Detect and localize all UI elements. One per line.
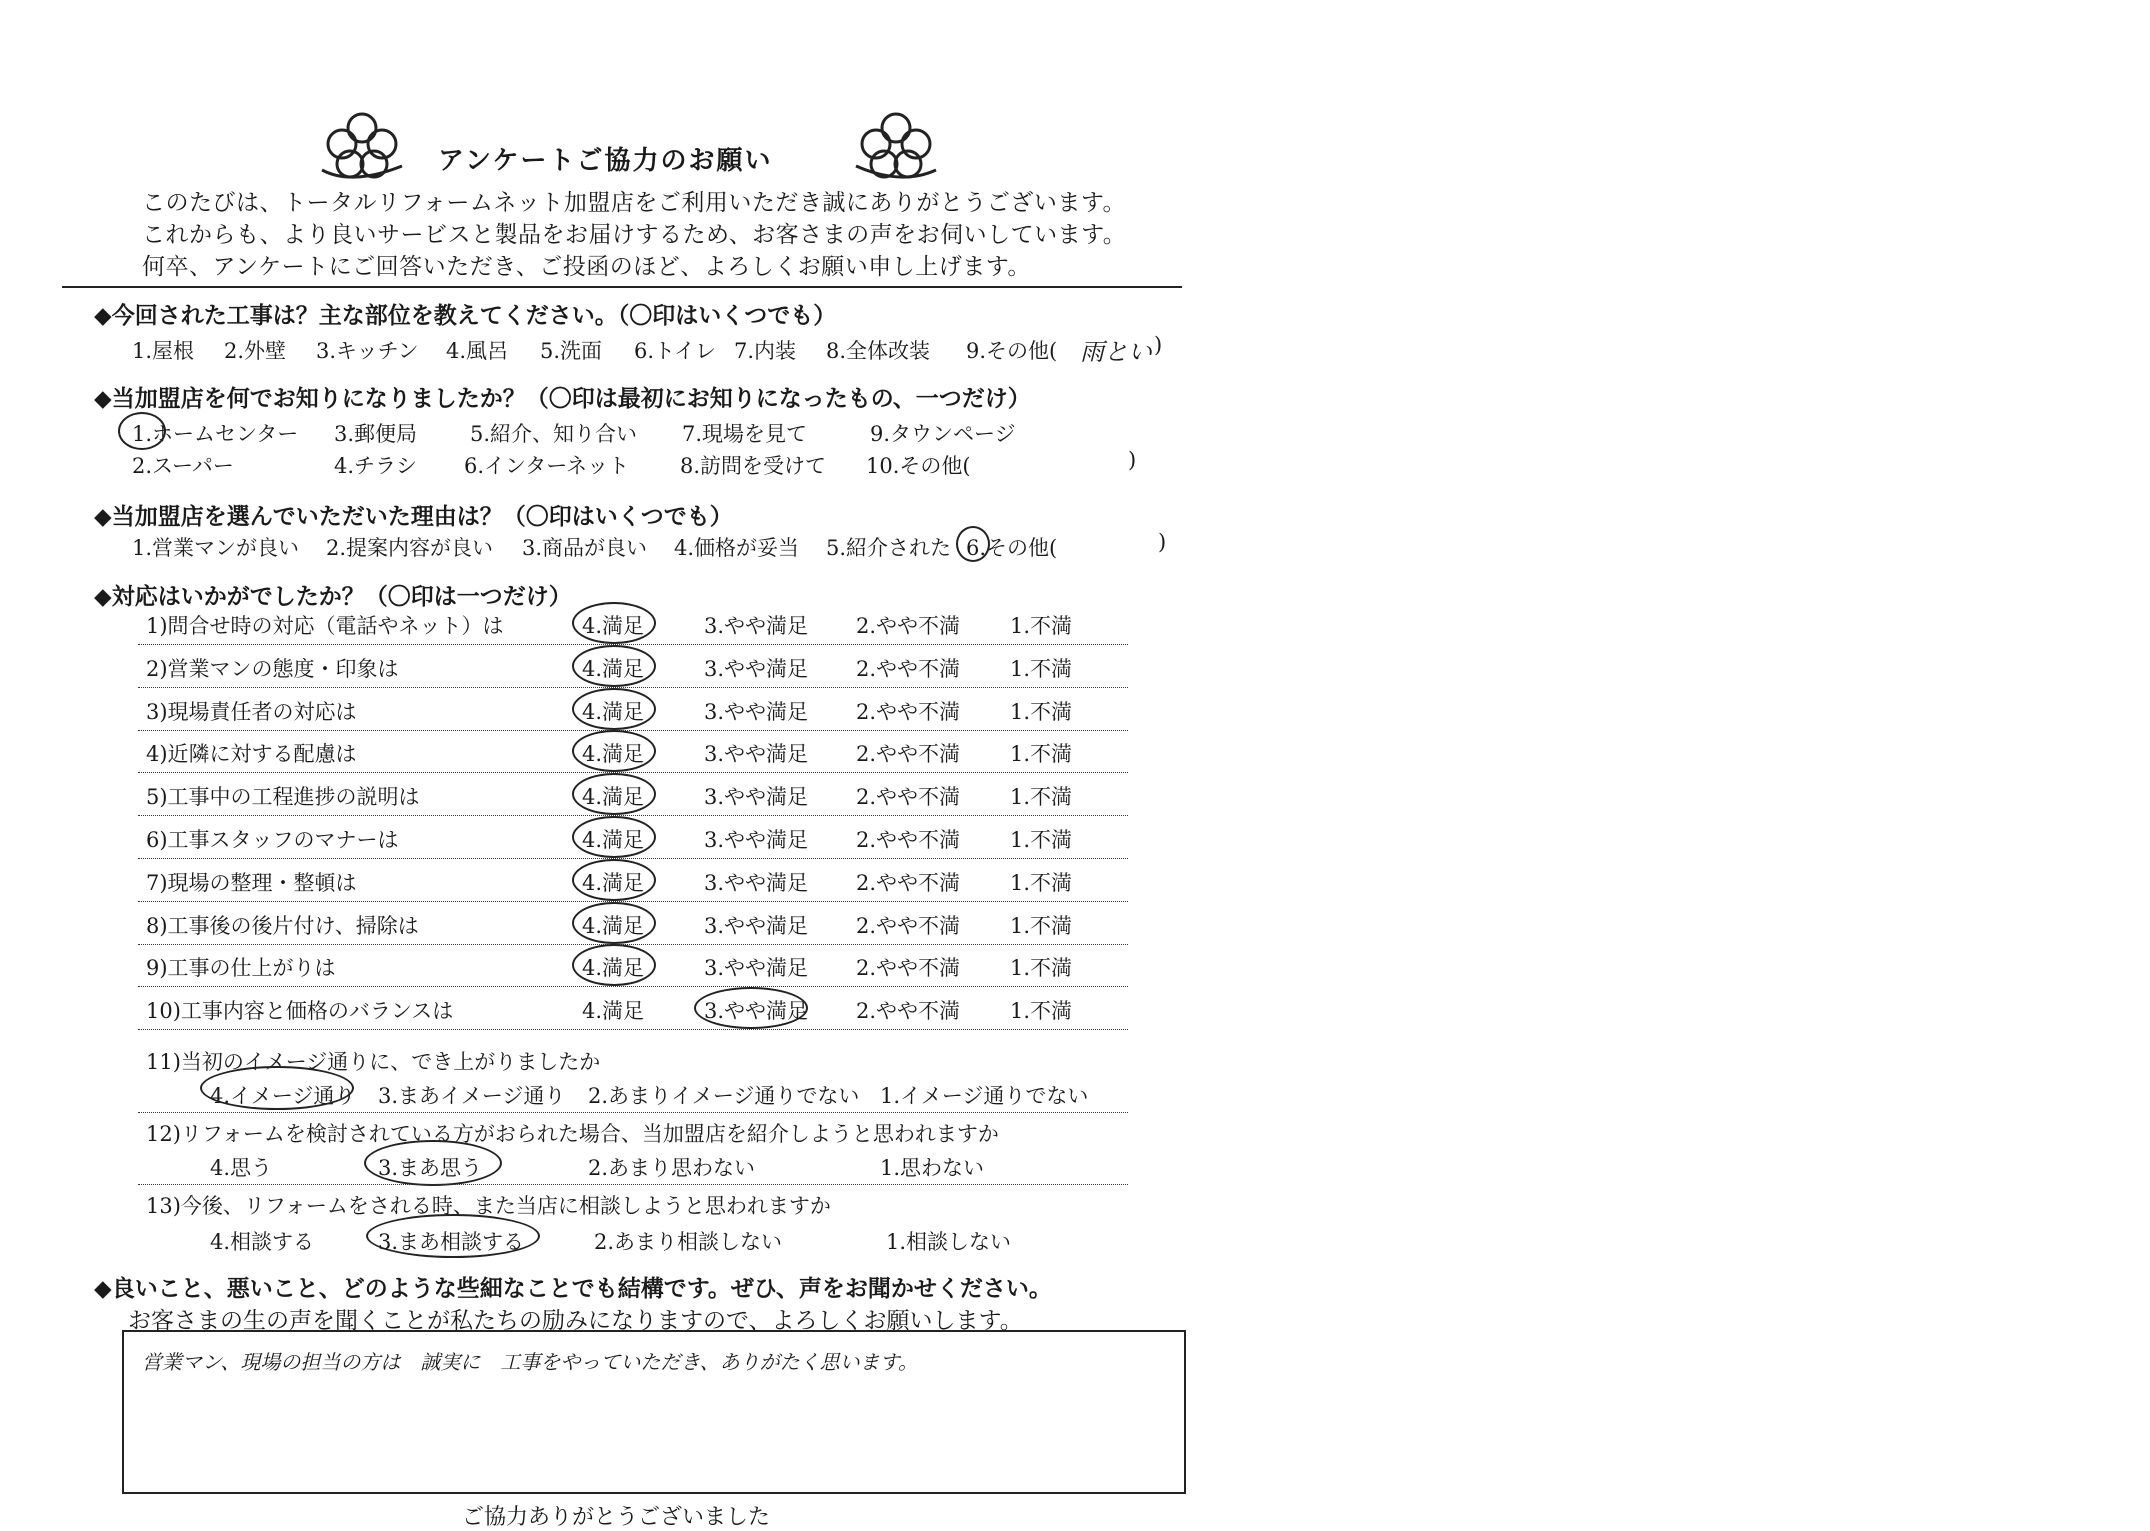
- flower-right-icon: [846, 104, 946, 186]
- rating-option-1[interactable]: 1.不満: [1010, 614, 1073, 638]
- q2-heading: ◆当加盟店を何でお知りになりましたか？（〇印は最初にお知りになったもの、一つだけ）: [94, 386, 1031, 412]
- rating-row-label: 10)工事内容と価格のバランスは: [146, 999, 454, 1023]
- rating-option-3[interactable]: 3.やや満足: [704, 828, 809, 852]
- q3-option-product[interactable]: 3.商品が良い: [522, 536, 648, 560]
- rating-option-1[interactable]: 1.不満: [1010, 914, 1073, 938]
- rating-option-3[interactable]: 3.やや満足: [704, 657, 809, 681]
- rating-option-3[interactable]: 3.やや満足: [704, 956, 809, 980]
- q11-selected-circle: [200, 1066, 354, 1110]
- comment-text: 営業マン、現場の担当の方は 誠実に 工事をやっていただき、ありがたく思います。: [142, 1350, 918, 1374]
- rating-option-1[interactable]: 1.不満: [1010, 742, 1073, 766]
- rating-row-divider: [138, 772, 1128, 773]
- rating-selected-circle: [572, 688, 656, 730]
- rating-row-divider: [138, 901, 1128, 902]
- q12-option-1[interactable]: 1.思わない: [880, 1156, 985, 1180]
- rating-option-3[interactable]: 3.やや満足: [704, 785, 809, 809]
- q2-option-other[interactable]: 10.その他(: [866, 454, 971, 478]
- rating-selected-circle: [572, 773, 656, 815]
- rating-selected-circle: [572, 944, 656, 986]
- q2-other-close: ): [1128, 448, 1137, 472]
- q1-other-close: ): [1154, 333, 1163, 357]
- q1-option-roof[interactable]: 1.屋根: [132, 339, 195, 363]
- rating-option-2[interactable]: 2.やや不満: [856, 828, 961, 852]
- rating-option-4[interactable]: 4.満足: [582, 871, 645, 895]
- rating-row-divider: [138, 815, 1128, 816]
- rating-option-1[interactable]: 1.不満: [1010, 999, 1073, 1023]
- rating-option-1[interactable]: 1.不満: [1010, 828, 1073, 852]
- rating-row-label: 5)工事中の工程進捗の説明は: [146, 785, 420, 809]
- rating-option-2[interactable]: 2.やや不満: [856, 657, 961, 681]
- q2-option-saw-site[interactable]: 7.現場を見て: [682, 422, 808, 446]
- rating-option-2[interactable]: 2.やや不満: [856, 785, 961, 809]
- q1-option-interior[interactable]: 7.内装: [734, 339, 797, 363]
- q3-heading: ◆当加盟店を選んでいただいた理由は？（〇印はいくつでも）: [94, 504, 733, 530]
- rating-option-1[interactable]: 1.不満: [1010, 956, 1073, 980]
- header-divider: [62, 286, 1182, 288]
- rating-row-divider: [138, 1029, 1128, 1030]
- q2-option-visit[interactable]: 8.訪問を受けて: [680, 454, 827, 478]
- rating-row-label: 6)工事スタッフのマナーは: [146, 828, 399, 852]
- q1-option-toilet[interactable]: 6.トイレ: [634, 339, 716, 363]
- q1-option-bath[interactable]: 4.風呂: [446, 339, 509, 363]
- rating-option-2[interactable]: 2.やや不満: [856, 742, 961, 766]
- q3-option-other[interactable]: 6.その他(: [966, 536, 1058, 560]
- q11-option-4[interactable]: 4.イメージ通り: [210, 1084, 356, 1108]
- rating-option-4[interactable]: 4.満足: [582, 700, 645, 724]
- q13-option-4[interactable]: 4.相談する: [210, 1230, 315, 1254]
- rating-option-1[interactable]: 1.不満: [1010, 657, 1073, 681]
- rating-row-label: 4)近隣に対する配慮は: [146, 742, 357, 766]
- q2-option-internet[interactable]: 6.インターネット: [464, 454, 630, 478]
- q1-option-other[interactable]: 9.その他(: [966, 339, 1058, 363]
- q1-heading: ◆今回された工事は？主な部位を教えてください。（〇印はいくつでも）: [94, 303, 837, 329]
- q1-other-handwritten[interactable]: 雨とい: [1080, 338, 1152, 366]
- rating-option-2[interactable]: 2.やや不満: [856, 956, 961, 980]
- q13-selected-circle: [366, 1214, 540, 1258]
- rating-option-2[interactable]: 2.やや不満: [856, 614, 961, 638]
- q4-heading: ◆対応はいかがでしたか？（〇印は一つだけ）: [94, 584, 572, 610]
- intro-line-3: 何卒、アンケートにご回答いただき、ご投函のほど、よろしくお願い申し上げます。: [142, 254, 1031, 280]
- rating-option-3[interactable]: 3.やや満足: [704, 914, 809, 938]
- rating-option-4[interactable]: 4.満足: [582, 828, 645, 852]
- rating-row-label: 2)営業マンの態度・印象は: [146, 657, 399, 681]
- rating-row-divider: [138, 644, 1128, 645]
- rating-option-4[interactable]: 4.満足: [582, 956, 645, 980]
- rating-option-1[interactable]: 1.不満: [1010, 700, 1073, 724]
- intro-line-1: このたびは、トータルリフォームネット加盟店をご利用いただき誠にありがとうございます。: [142, 190, 1127, 216]
- q11-option-2[interactable]: 2.あまりイメージ通りでない: [588, 1084, 860, 1108]
- q11-option-3[interactable]: 3.まあイメージ通り: [378, 1084, 566, 1108]
- rating-selected-circle: [572, 859, 656, 901]
- rating-selected-circle: [572, 730, 656, 772]
- rating-option-2[interactable]: 2.やや不満: [856, 700, 961, 724]
- rating-option-3[interactable]: 3.やや満足: [704, 614, 809, 638]
- q5-heading: ◆良いこと、悪いこと、どのような些細なことでも結構です。ぜひ、声をお聞かせください。: [94, 1276, 1052, 1302]
- rating-row-label: 9)工事の仕上がりは: [146, 956, 336, 980]
- rating-option-4[interactable]: 4.満足: [582, 614, 645, 638]
- rating-option-2[interactable]: 2.やや不満: [856, 999, 961, 1023]
- q13-option-2[interactable]: 2.あまり相談しない: [594, 1230, 783, 1254]
- q3-option-proposal[interactable]: 2.提案内容が良い: [326, 536, 494, 560]
- rating-row-divider: [138, 730, 1128, 731]
- q1-option-washroom[interactable]: 5.洗面: [540, 339, 603, 363]
- rating-row-divider: [138, 858, 1128, 859]
- rating-selected-circle: [572, 902, 656, 944]
- rating-option-4[interactable]: 4.満足: [582, 742, 645, 766]
- q3-option-price[interactable]: 4.価格が妥当: [674, 536, 800, 560]
- q13-option-1[interactable]: 1.相談しない: [886, 1230, 1012, 1254]
- comment-box[interactable]: [122, 1330, 1186, 1494]
- q12-divider: [138, 1184, 1128, 1185]
- rating-row-label: 8)工事後の後片付け、掃除は: [146, 914, 419, 938]
- q2-selected-circle: [118, 412, 166, 450]
- q2-option-post-office[interactable]: 3.郵便局: [334, 422, 418, 446]
- page-title: アンケートご協力のお願い: [438, 146, 773, 176]
- q12-label: 12)リフォームを検討されている方がおられた場合、当加盟店を紹介しようと思われますか: [146, 1122, 999, 1146]
- q3-option-referred[interactable]: 5.紹介された: [826, 536, 952, 560]
- rating-row-divider: [138, 986, 1128, 987]
- q5-subheading: お客さまの生の声を聞くことが私たちの励みになりますので、よろしくお願いします。: [128, 1308, 1023, 1334]
- rating-row-label: 3)現場責任者の対応は: [146, 700, 357, 724]
- rating-row-label: 1)問合せ時の対応（電話やネット）は: [146, 614, 504, 638]
- rating-option-2[interactable]: 2.やや不満: [856, 914, 961, 938]
- q12-option-4[interactable]: 4.思う: [210, 1156, 273, 1180]
- rating-option-2[interactable]: 2.やや不満: [856, 871, 961, 895]
- rating-row-divider: [138, 687, 1128, 688]
- q11-option-1[interactable]: 1.イメージ通りでない: [880, 1084, 1089, 1108]
- rating-option-3[interactable]: 3.やや満足: [704, 742, 809, 766]
- q1-option-kitchen[interactable]: 3.キッチン: [316, 339, 419, 363]
- q2-option-flyer[interactable]: 4.チラシ: [334, 454, 418, 478]
- q2-option-home-center[interactable]: 1.ホームセンター: [132, 422, 299, 446]
- q3-option-salesperson[interactable]: 1.営業マンが良い: [132, 536, 300, 560]
- rating-selected-circle: [572, 602, 656, 644]
- rating-selected-circle: [572, 645, 656, 687]
- rating-option-4[interactable]: 4.満足: [582, 914, 645, 938]
- rating-option-1[interactable]: 1.不満: [1010, 871, 1073, 895]
- rating-option-3[interactable]: 3.やや満足: [704, 700, 809, 724]
- rating-selected-circle: [572, 816, 656, 858]
- q1-option-exterior-wall[interactable]: 2.外壁: [224, 339, 287, 363]
- intro-line-2: これからも、より良いサービスと製品をお届けするため、お客さまの声をお伺いしています。: [142, 222, 1127, 248]
- q11-divider: [138, 1112, 1128, 1113]
- q3-selected-circle: [956, 526, 990, 562]
- q2-option-referral[interactable]: 5.紹介、知り合い: [470, 422, 638, 446]
- q11-label: 11)当初のイメージ通りに、でき上がりましたか: [146, 1050, 601, 1074]
- rating-option-4[interactable]: 4.満足: [582, 785, 645, 809]
- rating-row-label: 7)現場の整理・整頓は: [146, 871, 357, 895]
- rating-row-divider: [138, 944, 1128, 945]
- rating-option-1[interactable]: 1.不満: [1010, 785, 1073, 809]
- q2-option-supermarket[interactable]: 2.スーパー: [132, 454, 234, 478]
- q12-option-3[interactable]: 3.まあ思う: [378, 1156, 483, 1180]
- flower-left-icon: [312, 104, 412, 186]
- q1-option-full-renovation[interactable]: 8.全体改装: [826, 339, 931, 363]
- rating-option-3[interactable]: 3.やや満足: [704, 999, 809, 1023]
- q13-label: 13)今後、リフォームをされる時、また当店に相談しようと思われますか: [146, 1194, 831, 1218]
- q12-option-2[interactable]: 2.あまり思わない: [588, 1156, 756, 1180]
- q12-selected-circle: [364, 1140, 502, 1186]
- rating-option-4[interactable]: 4.満足: [582, 657, 645, 681]
- q13-option-3[interactable]: 3.まあ相談する: [378, 1230, 525, 1254]
- q2-option-town-page[interactable]: 9.タウンページ: [870, 422, 1016, 446]
- footer-thanks: ご協力ありがとうございました: [462, 1505, 771, 1530]
- q3-other-close: ): [1158, 530, 1167, 554]
- rating-option-3[interactable]: 3.やや満足: [704, 871, 809, 895]
- rating-selected-circle: [694, 987, 808, 1029]
- rating-option-4[interactable]: 4.満足: [582, 999, 645, 1023]
